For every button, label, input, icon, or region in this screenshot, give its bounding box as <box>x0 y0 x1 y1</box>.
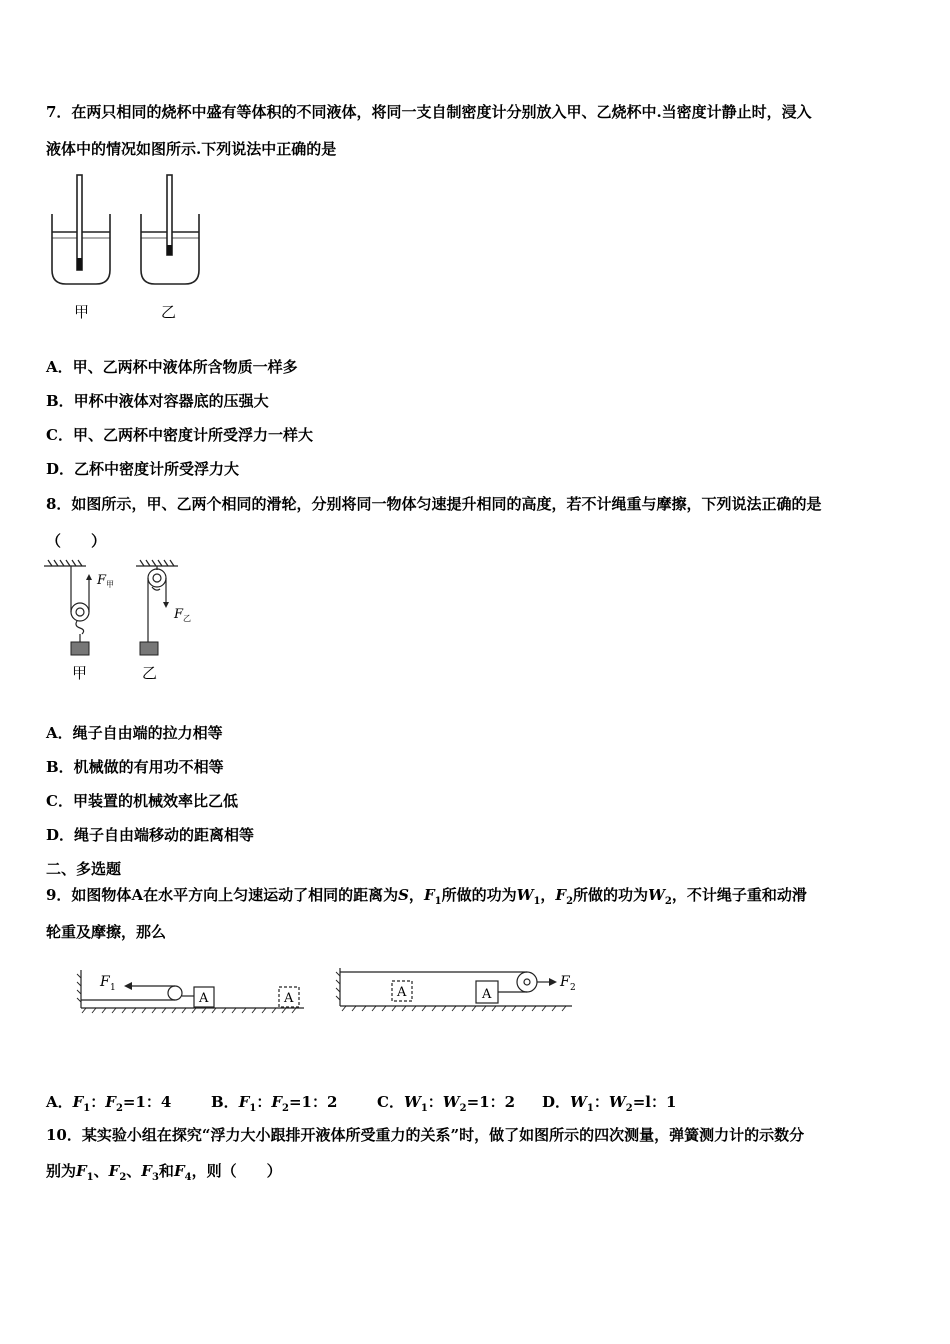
pulley-left <box>168 986 182 1000</box>
q8-option-a: A．绳子自由端的拉力相等 <box>46 724 223 742</box>
q9-opt-c-eq: = <box>466 1093 480 1111</box>
q7-option-a: A．甲、乙两杯中液体所含物质一样多 <box>46 358 298 376</box>
q9-text-4: ， <box>540 886 556 904</box>
q9-text-2: ， <box>408 886 424 904</box>
q9-opt-c-colon: ： <box>427 1093 443 1111</box>
q7-option-d: D．乙杯中密度计所受浮力大 <box>46 460 240 478</box>
q7-beakers-figure <box>46 172 216 327</box>
q10-f2: F <box>108 1162 120 1180</box>
q9-option-d <box>542 1091 676 1114</box>
force-sub-jia: 甲 <box>106 580 114 589</box>
q8-label-yi: 乙 <box>142 664 158 682</box>
q9-fig-f2-sub: 2 <box>570 983 576 993</box>
q9-opt-a-f: F <box>72 1093 84 1111</box>
q9-opt-a-ratio: 1：4 <box>135 1093 172 1111</box>
q10-and: 和 <box>158 1162 174 1180</box>
q10-sub-3: 3 <box>151 1172 159 1183</box>
q9-var-w1: W <box>516 886 534 904</box>
q8-option-d: D．绳子自由端移动的距离相等 <box>46 826 255 844</box>
q10-f4: F <box>173 1162 185 1180</box>
q9-sub-w1: 1 <box>533 896 541 907</box>
q9-opt-d-colon: ： <box>593 1093 609 1111</box>
q9-opt-d-letter: D． <box>542 1093 571 1111</box>
hydrometer-right <box>167 175 172 255</box>
q9-label-a1: A <box>199 991 209 1006</box>
section-heading: 二、多选题 <box>46 860 122 878</box>
q10-text-a: 别为 <box>46 1162 77 1180</box>
q8-option-c: C．甲装置的机械效率比乙低 <box>46 792 238 810</box>
q9-var-w2: W <box>648 886 665 904</box>
pulley-jia <box>71 603 89 621</box>
q9-opt-c-w2: W <box>442 1093 460 1111</box>
q9-opt-d-w: W <box>570 1093 587 1111</box>
q9-opt-d-s2: 2 <box>625 1103 633 1114</box>
q7-option-c: C．甲、乙两杯中密度计所受浮力一样大 <box>46 426 313 444</box>
q9-opt-a-eq: = <box>122 1093 136 1111</box>
q9-opt-b-s1: 1 <box>249 1103 257 1114</box>
q7-label-jia: 甲 <box>74 303 90 321</box>
q9-option-b <box>211 1091 337 1114</box>
q9-sub-w2: 2 <box>664 896 672 907</box>
q9-opt-d-w2: W <box>608 1093 626 1111</box>
q7-line2: 液体中的情况如图所示.下列说法中正确的是 <box>46 140 337 158</box>
q9-opt-b-eq: = <box>288 1093 302 1111</box>
load-jia <box>71 642 89 655</box>
q10-line1: 10．某实验小组在探究“浮力大小跟排开液体所受重力的关系”时，做了如图所示的四次测量，弹簧测力计的示数分 <box>46 1126 805 1144</box>
q7-option-b: B．甲杯中液体对容器底的压强大 <box>46 392 269 410</box>
load-yi <box>140 642 158 655</box>
q9-label-a4: A <box>482 987 492 1002</box>
q9-opt-c-w: W <box>403 1093 421 1111</box>
pulley-yi <box>148 569 166 587</box>
q9-opt-a-f2: F <box>105 1093 116 1111</box>
q9-opt-a-s1: 1 <box>83 1103 91 1114</box>
q10-f1: F <box>76 1162 87 1180</box>
q9-option-a <box>46 1091 171 1114</box>
q10-sub-1: 1 <box>86 1172 94 1183</box>
q9-opt-d-eq: = <box>632 1093 646 1111</box>
q9-opt-c-letter: C． <box>377 1093 404 1111</box>
force-f-yi: F <box>174 607 184 622</box>
q10-tail: ，则（ ） <box>191 1162 282 1180</box>
q8-label-jia: 甲 <box>72 664 88 682</box>
q7-line1: 7．在两只相同的烧杯中盛有等体积的不同液体，将同一支自制密度计分别放入甲、乙烧杯中.当密度计静止时，浸入 <box>46 103 812 121</box>
q7-label-yi: 乙 <box>161 303 177 321</box>
q9-fig-f2: F <box>560 974 570 990</box>
q9-line1 <box>46 885 807 912</box>
q9-text-5: 所做的功为 <box>573 886 649 904</box>
force-f-jia: F <box>97 573 107 588</box>
q9-opt-c-ratio: 1：2 <box>479 1093 516 1111</box>
q9-text-3: 所做的功为 <box>441 886 517 904</box>
q9-sub-1: 1 <box>434 896 442 907</box>
q9-opt-b-f2: F <box>271 1093 282 1111</box>
q9-opt-b-letter: B． <box>211 1093 239 1111</box>
q8-line1: 8．如图所示，甲、乙两个相同的滑轮，分别将同一物体匀速提升相同的高度，若不计绳重与摩擦，下列说法正确的是 <box>46 495 822 513</box>
q9-sub-2: 2 <box>566 896 574 907</box>
q9-opt-b-ratio: 1：2 <box>301 1093 338 1111</box>
q10-f3: F <box>141 1162 152 1180</box>
q10-sub-2: 2 <box>119 1172 127 1183</box>
q10-sub-4: 4 <box>184 1172 192 1183</box>
q9-label-a3: A <box>397 985 407 1000</box>
q10-sep-2: 、 <box>126 1162 142 1180</box>
q9-var-f2: F <box>555 886 567 904</box>
q8-line2: （ ） <box>46 532 107 550</box>
q9-opt-b-colon: ： <box>256 1093 272 1111</box>
q9-label-a2: A <box>284 991 294 1006</box>
q9-text-1: 9．如图物体A在水平方向上匀速运动了相同的距离为 <box>46 886 399 904</box>
q9-option-c <box>377 1091 515 1114</box>
q10-line2 <box>46 1161 282 1188</box>
q9-opt-d-ratio: l：1 <box>645 1093 677 1111</box>
q9-opt-a-letter: A． <box>46 1093 73 1111</box>
pulley-right <box>517 972 537 992</box>
q9-opt-c-s2: 2 <box>459 1103 467 1114</box>
q9-text-6: ，不计绳子重和动滑 <box>671 886 807 904</box>
q10-sep-1: 、 <box>93 1162 109 1180</box>
force-sub-yi: 乙 <box>183 614 191 623</box>
q9-opt-a-colon: ： <box>90 1093 106 1111</box>
q9-opt-b-f: F <box>238 1093 250 1111</box>
q9-opt-d-s1: 1 <box>586 1103 594 1114</box>
q9-fig-f1: F <box>100 974 110 990</box>
q9-var-s: S <box>398 886 409 904</box>
q9-opt-c-s1: 1 <box>420 1103 428 1114</box>
q8-option-b: B．机械做的有用功不相等 <box>46 758 224 776</box>
q9-opt-a-s2: 2 <box>115 1103 123 1114</box>
q9-var-f1: F <box>423 886 435 904</box>
q8-pulley-figure <box>44 558 214 688</box>
hydrometer-left <box>77 175 82 270</box>
q9-figure <box>76 962 586 1022</box>
q9-opt-b-s2: 2 <box>281 1103 289 1114</box>
q9-line2: 轮重及摩擦，那么 <box>46 923 167 941</box>
q9-fig-f1-sub: 1 <box>110 983 116 993</box>
